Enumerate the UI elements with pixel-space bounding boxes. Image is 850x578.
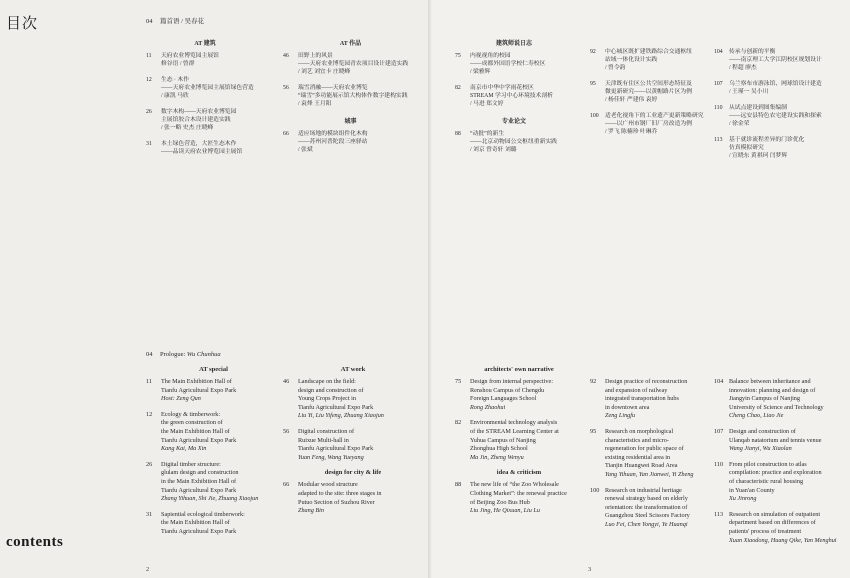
toc-entry-line: 修谷语 / 曾群 xyxy=(161,61,195,67)
toc-entry-line: innovation: planning and design of xyxy=(729,386,816,394)
toc-entry-line: of Beijing Zoo Bus Hub xyxy=(470,498,530,506)
toc-column-en-3 xyxy=(455,366,583,523)
toc-entry-line: 仿真模拟研究 xyxy=(729,145,764,151)
toc-entry-body xyxy=(161,378,281,404)
page-gutter xyxy=(428,0,432,578)
toc-entry-authors: Liu Jing, He Qixuan, Liu Lu xyxy=(470,507,540,515)
toc-entry-line: 数字木构——天府农业博览园 xyxy=(161,109,237,115)
toc-entry-line: glulam design and construction xyxy=(161,469,239,477)
contents-title-en: contents xyxy=(6,534,64,550)
toc-page-number: 11 xyxy=(146,53,152,59)
toc-entry-body xyxy=(161,511,281,537)
toc-page-number: 100 xyxy=(590,486,600,494)
toc-entry-line: / 刘艺 刘宜卡 庄晓峰 xyxy=(298,69,351,75)
toc-page-number: 56 xyxy=(283,85,289,91)
toc-entry-line: Research on simulation of outpatient xyxy=(729,510,821,518)
toc-page-number: 12 xyxy=(146,77,152,83)
toc-entry xyxy=(590,48,708,72)
toc-entry-line: ——天府农业博览园青农项目设计建造实践 xyxy=(298,61,409,67)
toc-page-number: 95 xyxy=(590,81,596,87)
toc-entry-authors: Yuan Feng, Wang Yueyang xyxy=(298,453,364,461)
toc-entry-line: Design practice of reconstruction xyxy=(605,378,688,385)
toc-entry-line: ——苏州河普陀段三座驿站 xyxy=(298,139,368,145)
toc-entry-line: the Main Exhibition Hall of xyxy=(161,427,230,435)
toc-entry-line: / 王瑾一 吴小川 xyxy=(729,89,769,95)
toc-page-number: 92 xyxy=(590,378,597,385)
toc-column-en-2 xyxy=(283,366,423,523)
toc-entry-line: compilation: practice and exploration xyxy=(729,469,822,477)
toc-entry-line: integrated transportation hubs xyxy=(605,395,679,403)
toc-entry-line: Environmental technology analysis xyxy=(470,419,558,427)
toc-entry-body xyxy=(298,130,418,154)
prologue-cn xyxy=(146,16,204,25)
toc-entry-body xyxy=(729,461,848,504)
toc-entry-body xyxy=(161,76,264,100)
toc-entry-line: Young Crops Project in xyxy=(298,395,356,403)
toc-section-heading: AT special xyxy=(199,366,228,373)
prologue-en xyxy=(146,351,221,358)
toc-entry-line: / 张斌 xyxy=(298,147,313,153)
toc-page-number: 12 xyxy=(146,410,153,418)
toc-entry-line: and expansion of railway xyxy=(605,386,668,394)
toc-entry-line: ——南京理工大学江阴校区规划设计 xyxy=(729,57,822,63)
toc-page-number: 31 xyxy=(146,510,153,518)
toc-entry-authors: Zeng Lingfu xyxy=(605,412,636,420)
toc-entry-line: ——北京动物园公交枢纽重新实践 xyxy=(470,139,557,145)
toc-entry-authors: Xu Jinrong xyxy=(729,495,757,503)
toc-entry-line: 主展馆胶合木设计建造实践 xyxy=(161,117,231,123)
toc-entry-body xyxy=(161,461,281,504)
toc-entry-body xyxy=(729,104,844,128)
toc-page-number: 66 xyxy=(283,131,289,137)
toc-entry-body xyxy=(161,411,281,454)
toc-page-number: 104 xyxy=(714,49,723,55)
prologue-title: 篇首语 / 吴春花 xyxy=(160,18,205,25)
toc-entry-authors: Wang Jianyi, Wu Xiaolan xyxy=(729,445,792,453)
toc-entry-line: Tianfu Agricultural Expo Park xyxy=(298,445,374,453)
toc-entry-body xyxy=(729,511,848,545)
toc-entry-line: in the Main Exhibition Hall of xyxy=(161,477,237,485)
toc-entry-line: ——品读天府农业博览园主展馆 xyxy=(161,149,243,155)
toc-section-heading: idea & criticism xyxy=(496,469,542,477)
toc-entry-line: The Main Exhibition Hall of xyxy=(161,378,232,385)
toc-entry-body xyxy=(470,52,573,76)
toc-entry xyxy=(455,84,573,108)
toc-entry xyxy=(283,84,418,108)
toc-entry xyxy=(146,461,281,504)
toc-entry-body xyxy=(729,80,844,96)
toc-entry xyxy=(455,481,583,515)
toc-entry-line: “瑞雪”多功能展示馆大构体作数字建构实践 xyxy=(298,93,408,99)
toc-page-number: 88 xyxy=(455,481,462,489)
toc-entry-body xyxy=(470,130,573,154)
toc-entry-line: 天津既有住区公共空间形态特征及 xyxy=(605,81,692,87)
toc-entry-line: 内视视角的校园 xyxy=(470,53,511,59)
page-number-left: 2 xyxy=(146,566,150,573)
toc-entry-line: 中心城区既扩建铁路综合交通枢纽 xyxy=(605,49,692,55)
toc-page-number: 26 xyxy=(146,109,152,115)
toc-page-number: 66 xyxy=(283,481,290,489)
toc-entry-body xyxy=(470,481,583,515)
toc-entry-line: Design and construction of xyxy=(729,427,796,435)
toc-page-number: 31 xyxy=(146,141,152,147)
toc-entry-body xyxy=(729,378,848,421)
toc-entry-body xyxy=(729,136,844,160)
toc-entry xyxy=(455,378,583,412)
toc-entry-authors: Kang Kai, Ma Xin xyxy=(161,445,207,453)
toc-entry-line: 传承与创新的平衡 xyxy=(729,49,776,55)
toc-column-en-4 xyxy=(590,378,712,537)
toc-entry-line: of the STREAM Learning Center at xyxy=(470,427,559,435)
toc-entry-line: Tianfu Agricultural Expo Park xyxy=(298,403,374,411)
toc-entry-line: Tianjin Huangwei Road Area xyxy=(605,462,678,470)
toc-entry-body xyxy=(729,48,844,72)
toc-entry-authors: Yang Yihuan, Yan Jianwei, Yi Zheng xyxy=(605,470,694,478)
toc-entry-line: Landscape on the field: xyxy=(298,378,356,385)
toc-entry-line: 从试点建设到图集编制 xyxy=(729,105,787,111)
toc-entry-line: the Main Exhibition Hall of xyxy=(161,519,230,527)
toc-entry-line: Modular wood structure xyxy=(298,481,358,489)
toc-entry xyxy=(590,80,708,104)
toc-entry-line: Guangzhou Steel Scissors Factory xyxy=(605,512,690,520)
prologue-page-number: 04 xyxy=(146,351,153,358)
toc-entry-line: existing residential area in xyxy=(605,453,671,461)
toc-entry-line: / 罗飞 陈楠珍 叶琳乔 xyxy=(605,129,658,135)
toc-entry xyxy=(146,140,264,156)
toc-page-number: 88 xyxy=(455,131,461,137)
toc-entry-line: Research on morphological xyxy=(605,427,674,435)
toc-entry xyxy=(590,112,708,136)
toc-entry-line: Design from internal perspective: xyxy=(470,378,553,385)
toc-column-cn-2 xyxy=(283,38,418,162)
toc-entry xyxy=(714,104,844,128)
toc-entry-authors: Xuan Xiaodong, Huang Qike, Yan Menghui xyxy=(729,536,837,544)
toc-entry-body xyxy=(605,487,712,530)
toc-entry-line: 适应场地的模块组件化木构 xyxy=(298,131,368,137)
toc-entry-line: Tianfu Agricultural Expo Park xyxy=(161,436,237,444)
toc-page-number: 82 xyxy=(455,85,461,91)
toc-entry-line: Clothing Market”: the renewal practice xyxy=(470,489,567,497)
toc-page-number: 107 xyxy=(714,427,724,435)
toc-entry-line: / 宣晓东 黄祺珂 闫梦辉 xyxy=(729,153,788,159)
toc-entry xyxy=(283,481,423,515)
toc-entry-line: / 徐金荣 xyxy=(729,121,750,127)
toc-entry xyxy=(146,108,264,132)
toc-entry xyxy=(714,80,844,96)
toc-entry-authors: Liu Yi, Liu Yifeng, Zhuang Xiaojun xyxy=(298,412,384,420)
toc-page-number: 100 xyxy=(590,113,599,119)
toc-section-heading: 城事 xyxy=(344,119,357,125)
toc-page-number: 107 xyxy=(714,81,723,87)
toc-entry-authors: Zhang Yihuan, Shi Jie, Zhuang Xiaojun xyxy=(161,495,259,503)
toc-entry-line: the green construction of xyxy=(161,419,223,427)
toc-entry-line: adapted to the site: three stages in xyxy=(298,489,382,497)
toc-entry-line: 基于就诊流程差异的门诊优化 xyxy=(729,137,805,143)
toc-entry-body xyxy=(470,419,583,462)
toc-column-en-1 xyxy=(146,366,281,544)
toc-entry-line: 适老化视角下的工业遗产更新策略研究 xyxy=(605,113,704,119)
page-number-right: 3 xyxy=(588,566,592,573)
toc-column-cn-3 xyxy=(455,38,573,162)
toc-entry-line: Jiangyin Campus of Nanjing xyxy=(729,395,800,403)
toc-entry-line: Foreign Languages School xyxy=(470,395,537,403)
toc-entry-authors: Cheng Chao, Liao Jie xyxy=(729,412,784,420)
toc-entry-line: / 刘京 曾奇轩 刘璐 xyxy=(470,147,517,153)
toc-entry-body xyxy=(298,84,418,108)
toc-entry xyxy=(714,511,848,545)
toc-entry-line: Digital timber structure: xyxy=(161,460,221,468)
toc-section-heading: AT work xyxy=(340,366,366,373)
toc-entry-body xyxy=(298,481,423,515)
toc-entry-line: Renshou Campus of Chengdu xyxy=(470,386,545,394)
toc-entry-line: of characteristic rural housing xyxy=(729,477,804,485)
toc-entry-authors: Luo Fei, Chen Yongyi, Ye Huanqi xyxy=(605,520,688,528)
toc-section-heading: AT 作品 xyxy=(339,41,362,47)
toc-entry-line: in downtown area xyxy=(605,403,650,411)
toc-entry xyxy=(146,411,281,454)
toc-entry-line: 站域一体化设计实践 xyxy=(605,57,658,63)
toc-entry xyxy=(714,461,848,504)
toc-entry-line: Tianfu Agricultural Expo Park xyxy=(161,386,237,394)
toc-entry-line: / 程超 廖杰 xyxy=(729,65,757,71)
toc-entry-line: Sapiential ecological timberwork: xyxy=(161,510,245,518)
toc-column-cn-4 xyxy=(590,48,708,144)
toc-page-number: 104 xyxy=(714,378,724,385)
toc-entry xyxy=(283,52,418,76)
toc-page-number: 56 xyxy=(283,427,290,435)
toc-entry-line: Putuo Section of Suzhou River xyxy=(298,498,375,506)
toc-entry-line: The new life of “the Zoo Wholesale xyxy=(470,481,559,489)
toc-entry-line: Tianfu Agricultural Expo Park xyxy=(161,527,237,535)
toc-entry xyxy=(455,130,573,154)
toc-entry xyxy=(714,48,844,72)
toc-entry-body xyxy=(729,428,848,454)
prologue-label: Prologue: xyxy=(160,351,186,358)
toc-entry-line: patients' process of treatment xyxy=(729,527,802,535)
toc-entry-line: Digital construction of xyxy=(298,427,355,435)
toc-page-number: 46 xyxy=(283,378,290,385)
toc-entry-line: Ecology & timberwork: xyxy=(161,410,221,418)
toc-entry-line: ——天府农业博览园主展馆绿色营造 xyxy=(161,85,254,91)
toc-page-number: 113 xyxy=(714,137,723,143)
toc-page-number: 95 xyxy=(590,427,597,435)
toc-entry-line: From pilot construction to atlas xyxy=(729,460,807,468)
prologue-page-number: 04 xyxy=(146,18,153,25)
toc-entry-line: Research on industrial heritage xyxy=(605,486,682,494)
toc-page-number: 11 xyxy=(146,378,152,385)
toc-entry xyxy=(590,378,712,421)
toc-page-number: 110 xyxy=(714,460,724,468)
toc-entry-line: ——以广州市钢厂旧厂房改造为例 xyxy=(605,121,692,127)
toc-entry-line: Balance between inheritance and xyxy=(729,378,811,385)
toc-page-number: 26 xyxy=(146,460,153,468)
toc-entry xyxy=(455,52,573,76)
toc-entry-authors: Zhang Bin xyxy=(298,507,324,515)
toc-entry-body xyxy=(605,428,712,480)
toc-entry-line: / 袁烽 王月阳 xyxy=(298,101,332,107)
toc-entry xyxy=(283,378,423,421)
toc-entry-body xyxy=(161,140,264,156)
toc-entry-authors: Rong Zhaohui xyxy=(470,403,506,411)
toc-section-heading: 建筑师说日志 xyxy=(495,41,532,47)
toc-entry-line: Zhonghua High School xyxy=(470,445,528,453)
toc-entry-line: / 杨佳轩 严建伟 袁婷 xyxy=(605,97,658,103)
toc-entry-line: in Yuan'an County xyxy=(729,486,775,494)
toc-entry-line: “动批”的新生 xyxy=(470,131,505,137)
toc-entry-line: design and construction of xyxy=(298,386,364,394)
toc-section-heading: design for city & life xyxy=(324,469,382,477)
toc-entry-authors: Ma Jin, Zheng Wenyu xyxy=(470,453,524,461)
toc-entry-body xyxy=(298,378,423,421)
toc-entry-line: Ulanqab natatorium and tennis venue xyxy=(729,436,822,444)
toc-entry xyxy=(146,76,264,100)
toc-entry-line: ——远安县特色农宅建设实践和探索 xyxy=(729,113,822,119)
toc-entry-line: 瑞雪消融——天府农业博览 xyxy=(298,85,368,91)
toc-entry xyxy=(283,428,423,462)
toc-entry-body xyxy=(470,378,583,412)
toc-entry-line: 田野上的风景 xyxy=(298,53,333,59)
toc-entry-line: University of Science and Technology xyxy=(729,403,824,411)
toc-entry-line: / 梁雅辉 xyxy=(470,69,491,75)
toc-entry-line: Tianfu Agricultural Expo Park xyxy=(161,486,237,494)
toc-entry xyxy=(146,378,281,404)
toc-page-number: 110 xyxy=(714,105,723,111)
toc-entry xyxy=(455,419,583,462)
toc-entry xyxy=(714,136,844,160)
toc-entry-line: orientation: the transformation of xyxy=(605,503,688,511)
toc-entry xyxy=(714,428,848,454)
toc-entry-body xyxy=(470,84,573,108)
toc-entry-line: 天府农业博览园主展馆 xyxy=(161,53,219,59)
toc-entry-body xyxy=(605,80,708,104)
contents-title-cn: 目次 xyxy=(6,15,39,32)
toc-page-number: 46 xyxy=(283,53,289,59)
toc-entry-line: / 马进 郑文婷 xyxy=(470,101,504,107)
toc-entry-line: regeneration for public space of xyxy=(605,445,684,453)
toc-page-number: 82 xyxy=(455,419,462,427)
toc-entry-body xyxy=(161,52,264,68)
toc-entry-line: / 张一略 史杰 庄晓峰 xyxy=(161,125,214,131)
toc-entry-line: / 康凯 马欣 xyxy=(161,93,189,99)
toc-entry-line: 南京市中华中学雨花校区 xyxy=(470,85,534,91)
toc-entry-body xyxy=(605,48,708,72)
toc-entry xyxy=(146,511,281,537)
toc-section-heading: 专业论文 xyxy=(501,119,526,125)
toc-entry-line: Yuhua Campus of Nanjing xyxy=(470,436,536,444)
toc-entry-line: Ruixue Multi-hall in xyxy=(298,436,349,444)
toc-section-heading: AT 建筑 xyxy=(194,41,216,47)
toc-page-number: 75 xyxy=(455,53,461,59)
toc-entry-line: 本土绿色营造，大匠生态木作 xyxy=(161,141,237,147)
toc-page-number: 75 xyxy=(455,378,462,385)
toc-column-cn-1 xyxy=(146,38,264,164)
toc-column-en-5 xyxy=(714,378,848,552)
toc-entry-body xyxy=(605,112,708,136)
toc-entry xyxy=(714,378,848,421)
toc-entry xyxy=(146,52,264,68)
toc-entry-body xyxy=(161,108,264,132)
toc-entry-authors: Host: Zeng Qun xyxy=(161,395,201,403)
toc-entry-body xyxy=(298,428,423,462)
prologue-author: Wu Chunhua xyxy=(186,351,221,358)
toc-entry-line: characteristics and micro- xyxy=(605,436,669,444)
toc-entry-body xyxy=(298,52,418,76)
toc-entry xyxy=(590,487,712,530)
toc-entry-line: STREAM 学习中心环境技术剖析 xyxy=(470,93,553,99)
toc-column-cn-5 xyxy=(714,48,844,168)
toc-entry-line: renewal strategy based on elderly xyxy=(605,495,688,503)
toc-entry-line: 生态 · 木作 xyxy=(161,77,190,83)
toc-entry-line: / 曾令韵 xyxy=(605,65,626,71)
toc-entry-line: department based on differences of xyxy=(729,519,816,527)
toc-page-number: 92 xyxy=(590,49,596,55)
toc-page-number: 113 xyxy=(714,510,724,518)
toc-entry-line: ——成都外国语学校仁寿校区 xyxy=(470,61,546,67)
toc-entry-line: 乌兰察布市游泳馆、网球馆设计建造 xyxy=(729,81,822,87)
toc-entry-body xyxy=(605,378,712,421)
toc-section-heading: architects' own narrative xyxy=(484,366,554,373)
toc-entry-line: 微更新研究——以黄帽路片区为例 xyxy=(605,89,692,95)
toc-entry xyxy=(590,428,712,480)
toc-entry xyxy=(283,130,418,154)
